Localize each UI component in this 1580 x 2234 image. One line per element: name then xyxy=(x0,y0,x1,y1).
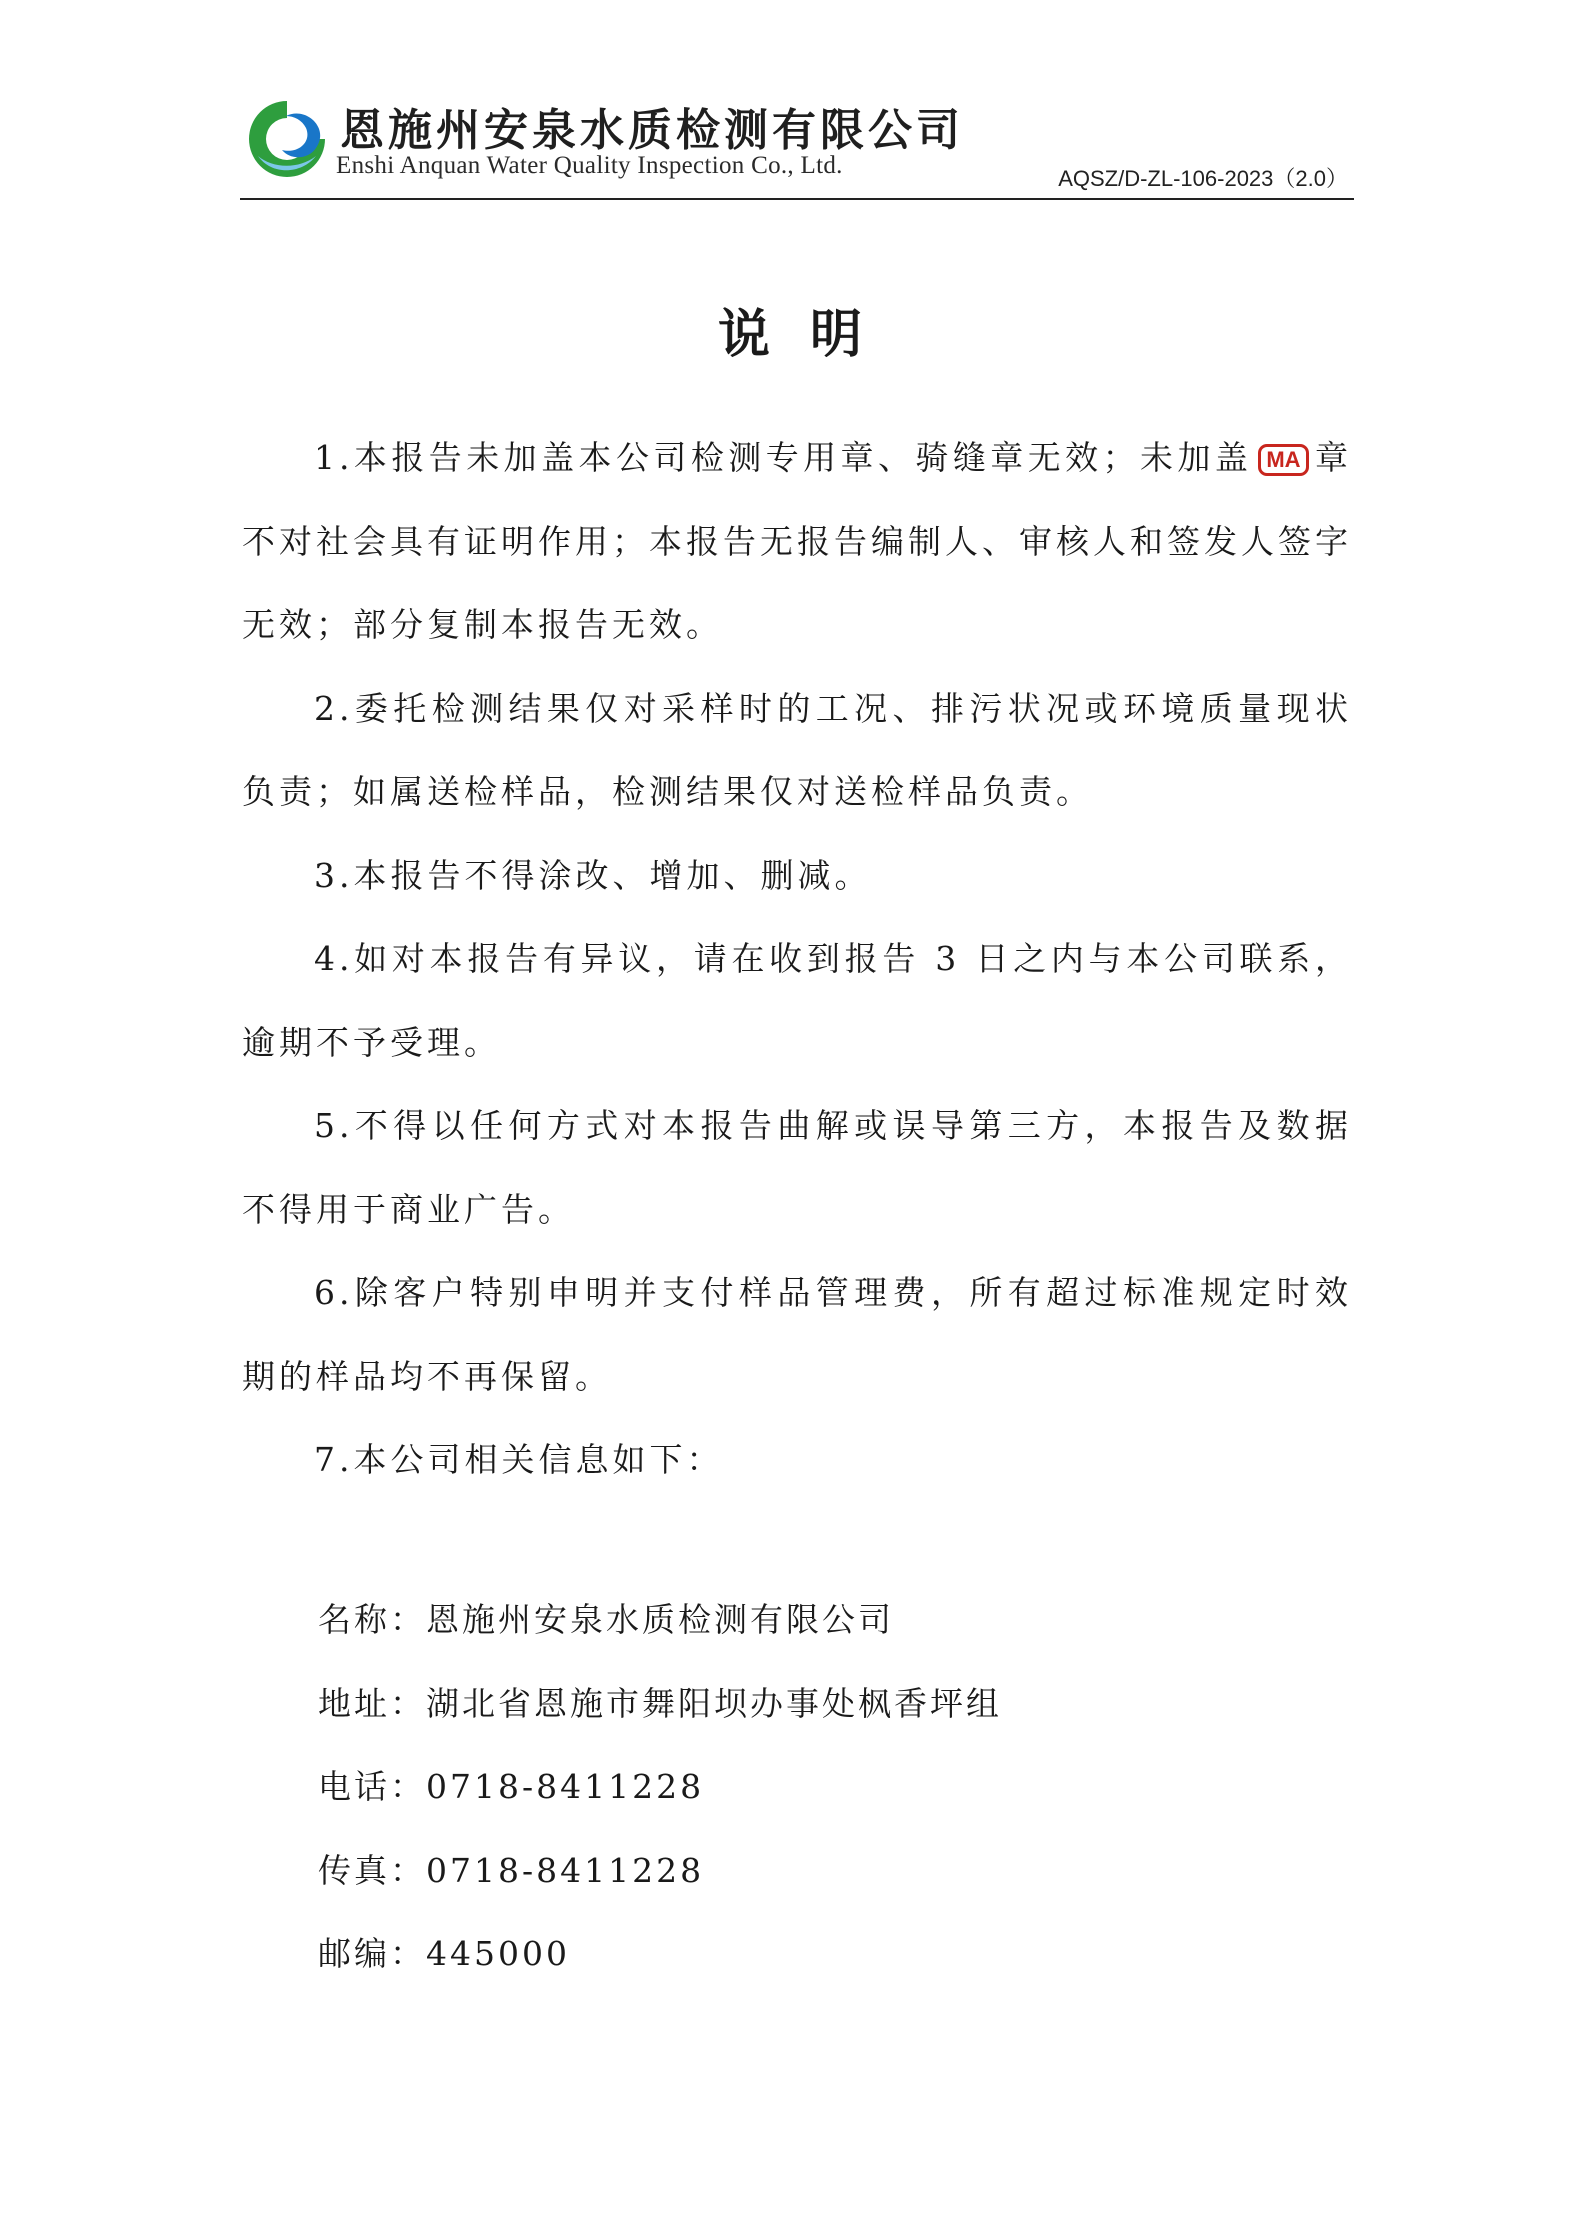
note-4: 4.如对本报告有异议，请在收到报告 3 日之内与本公司联系，逾期不予受理。 xyxy=(242,939,1352,1062)
note-3: 3.本报告不得涂改、增加、删减。 xyxy=(314,855,872,895)
company-logo-icon xyxy=(246,98,328,180)
info-name: 名称：恩施州安泉水质检测有限公司 xyxy=(318,1600,894,1639)
note-6: 6.除客户特别申明并支付样品管理费，所有超过标准规定时效期的样品均不再保留。 xyxy=(242,1273,1352,1396)
ma-certification-icon: MA xyxy=(1258,444,1308,476)
info-phone: 电话：0718-8411228 xyxy=(318,1767,705,1806)
note-1-text-a: 1.本报告未加盖本公司检测专用章、骑缝章无效；未加盖 xyxy=(314,438,1253,477)
notes-body xyxy=(242,416,1352,1502)
note-1-text-b: 章不对社会具有证明作用；本报告无报告编制人、审核人和签发人签字无效；部分复制本报告无效。 xyxy=(242,438,1352,644)
info-postcode: 邮编：445000 xyxy=(318,1934,570,1973)
note-2: 2.委托检测结果仅对采样时的工况、排污状况或环境质量现状负责；如属送检样品，检测结果仅对送检样品负责。 xyxy=(242,688,1352,811)
note-5: 5.不得以任何方式对本报告曲解或误导第三方，本报告及数据不得用于商业广告。 xyxy=(242,1106,1352,1229)
info-fax: 传真：0718-8411228 xyxy=(318,1850,705,1890)
company-name-cn: 恩施州安泉水质检测有限公司 xyxy=(340,105,964,156)
header-divider xyxy=(240,198,1354,200)
info-address: 地址：湖北省恩施市舞阳坝办事处枫香坪组 xyxy=(318,1683,1002,1723)
note-1 xyxy=(242,416,1352,667)
company-info xyxy=(318,1578,1002,1996)
company-name-en: Enshi Anquan Water Quality Inspection Co., Ltd. xyxy=(336,152,843,179)
document-code: AQSZ/D-ZL-106-2023（2.0） xyxy=(1058,166,1348,191)
document-header xyxy=(240,92,1354,200)
note-7: 7.本公司相关信息如下： xyxy=(314,1440,724,1479)
page-title: 说明 xyxy=(717,305,902,365)
